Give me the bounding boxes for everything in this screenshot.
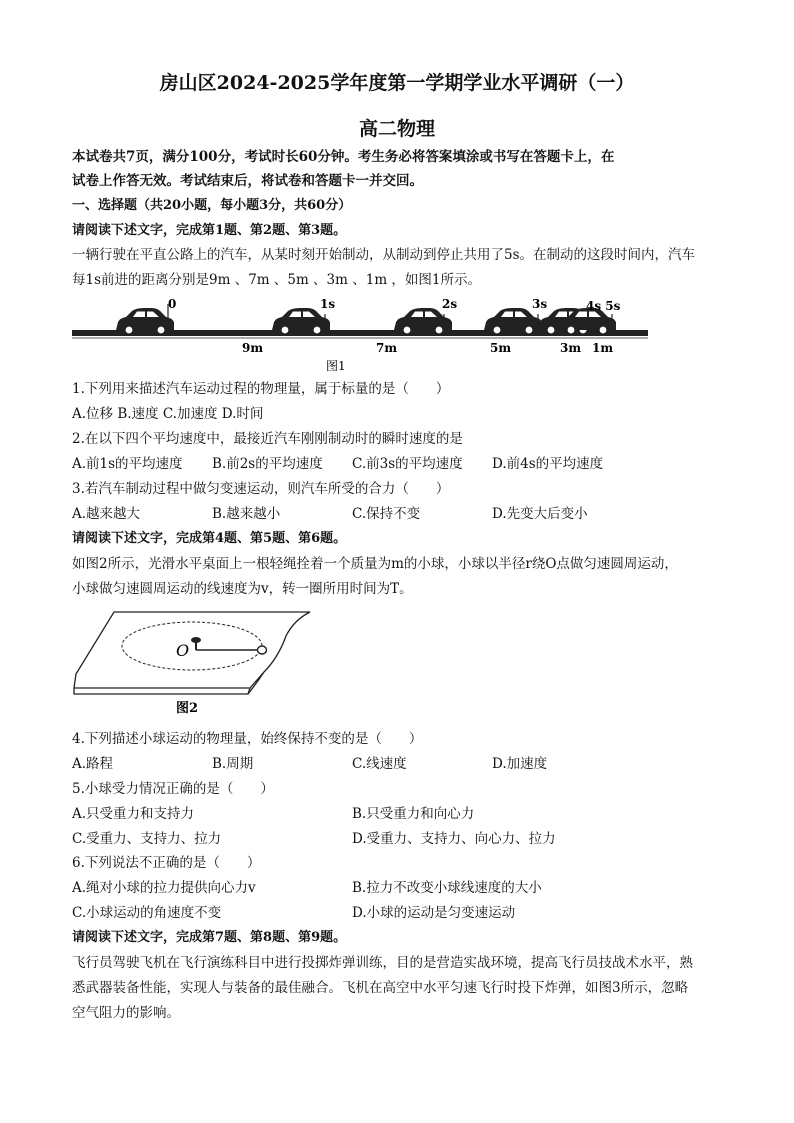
figure-2-circular-motion [72, 608, 312, 720]
q5-stem: 5.小球受力情况正确的是（ ） [72, 781, 274, 797]
figure-2-caption: 图2 [176, 701, 199, 716]
q2-option-d: D.前4s的平均速度 [492, 456, 604, 472]
group1-text-line-1: 一辆行驶在平直公路上的汽车，从某时刻开始制动，从制动到停止共用了5s。在制动的这段时间内，汽车 [72, 247, 696, 263]
q3-option-a: A.越来越大 [72, 506, 141, 522]
instructions-line-2: 试卷上作答无效。考试结束后，将试卷和答题卡一并交回。 [72, 173, 423, 189]
group3-text-line-1: 飞行员驾驶飞机在飞行演练科目中进行投掷炸弹训练，目的是营造实战环境，提高飞行员技战术水平，熟 [72, 955, 693, 971]
q4-option-d: D.加速度 [492, 756, 548, 772]
section-heading: 一、选择题（共20小题，每小题3分，共60分） [72, 198, 352, 213]
time-label-2s: 2s [442, 297, 458, 311]
q5-option-b: B.只受重力和向心力 [352, 806, 475, 822]
q5-option-a: A.只受重力和支持力 [72, 806, 195, 822]
group2-prompt: 请阅读下述文字，完成第4题、第5题、第6题。 [72, 531, 347, 546]
q6-option-a: A.绳对小球的拉力提供向心力v [72, 880, 256, 896]
q6-option-c: C.小球运动的角速度不变 [72, 905, 222, 921]
exam-title: 房山区2024-2025学年度第一学期学业水平调研（一） [159, 72, 635, 94]
distance-label-5m: 5m [490, 341, 512, 355]
q2-option-a: A.前1s的平均速度 [72, 456, 183, 472]
q3-option-b: B.越来越小 [212, 506, 281, 522]
center-o-label: O [176, 641, 190, 660]
figure-1-caption: 图1 [326, 359, 346, 373]
distance-label-7m: 7m [376, 341, 398, 355]
q4-option-c: C.线速度 [352, 756, 407, 772]
group2-text-line-2: 小球做匀速圆周运动的线速度为v，转一圈所用时间为T。 [72, 581, 413, 597]
q5-option-d: D.受重力、支持力、向心力、拉力 [352, 831, 556, 847]
q2-option-b: B.前2s的平均速度 [212, 456, 323, 472]
time-label-4s-5s: 4s 5s [586, 299, 621, 313]
q1-options: A.位移 B.速度 C.加速度 D.时间 [72, 406, 264, 422]
q2-stem: 2.在以下四个平均速度中，最接近汽车刚刚制动时的瞬时速度的是 [72, 431, 463, 447]
distance-label-1m: 1m [592, 341, 614, 355]
group3-text-line-3: 空气阻力的影响。 [72, 1005, 180, 1021]
group3-text-line-2: 悉武器装备性能，实现人与装备的最佳融合。飞机在高空中水平匀速飞行时投下炸弹，如图3所示，忽略 [72, 980, 689, 996]
q4-stem: 4.下列描述小球运动的物理量，始终保持不变的是（ ） [72, 731, 423, 747]
figure-1-braking-car [72, 294, 652, 374]
instructions-line-1: 本试卷共7页，满分100分，考试时长60分钟。考生务必将答案填涂或书写在答题卡上，在 [72, 149, 615, 165]
group1-text-line-2: 每1s前进的距离分别是9m 、7m 、5m 、3m 、1m ，如图1所示。 [72, 272, 482, 288]
q6-option-d: D.小球的运动是匀变速运动 [352, 905, 516, 921]
q6-stem: 6.下列说法不正确的是（ ） [72, 855, 261, 871]
q1-stem: 1.下列用来描述汽车运动过程的物理量，属于标量的是（ ） [72, 381, 450, 397]
distance-label-3m: 3m [560, 341, 582, 355]
q3-option-d: D.先变大后变小 [492, 506, 588, 522]
q6-option-b: B.拉力不改变小球线速度的大小 [352, 880, 542, 896]
group1-prompt: 请阅读下述文字，完成第1题、第2题、第3题。 [72, 223, 347, 238]
q3-stem: 3.若汽车制动过程中做匀变速运动，则汽车所受的合力（ ） [72, 481, 450, 497]
distance-label-9m: 9m [242, 341, 264, 355]
q4-option-b: B.周期 [212, 756, 254, 772]
time-label-1s: 1s [320, 297, 336, 311]
q5-option-c: C.受重力、支持力、拉力 [72, 831, 222, 847]
q3-option-c: C.保持不变 [352, 506, 421, 522]
group3-prompt: 请阅读下述文字，完成第7题、第8题、第9题。 [72, 930, 347, 945]
exam-subject: 高二物理 [358, 118, 435, 140]
time-label-0: 0 [168, 297, 177, 311]
time-label-3s: 3s [532, 297, 548, 311]
q4-option-a: A.路程 [72, 756, 114, 772]
group2-text-line-1: 如图2所示，光滑水平桌面上一根轻绳拴着一个质量为m的小球，小球以半径r绕O点做匀速圆周运动， [72, 556, 678, 572]
q2-option-c: C.前3s的平均速度 [352, 456, 463, 472]
